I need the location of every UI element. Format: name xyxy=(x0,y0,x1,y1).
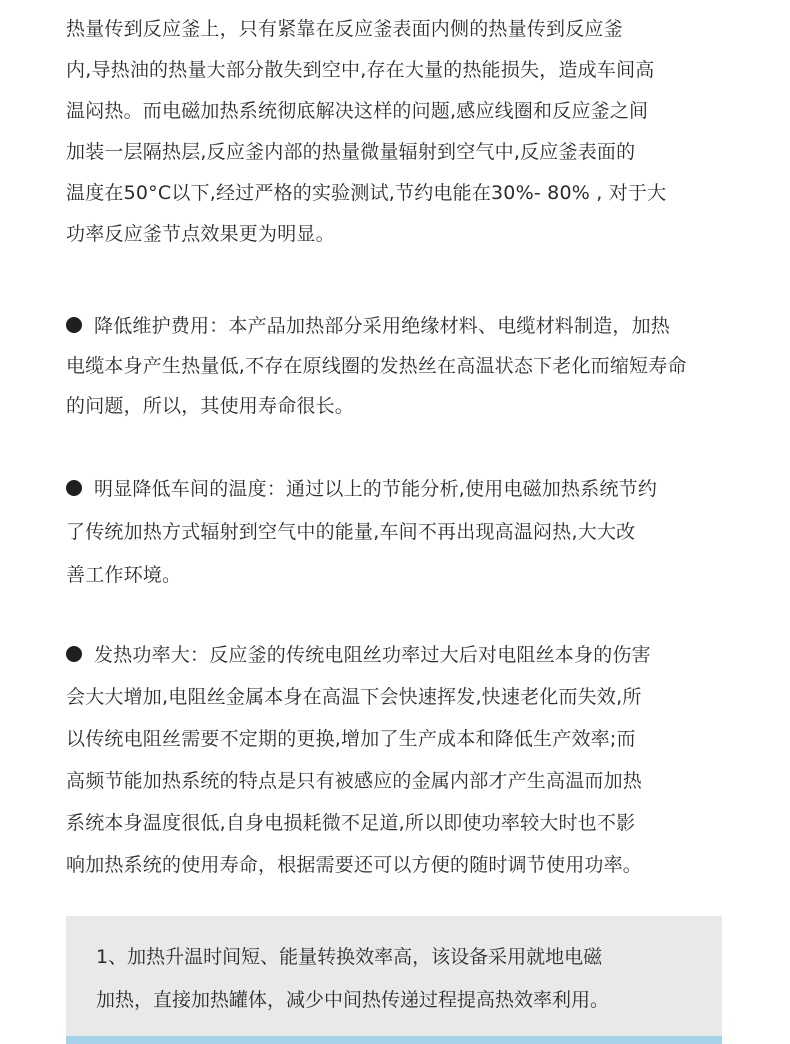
intro-paragraph xyxy=(66,9,730,255)
bullet-dot-icon xyxy=(66,646,82,662)
text-line: 降低维护费用：本产品加热部分采用绝缘材料、电缆材料制造，加热 xyxy=(94,315,671,337)
text-line: 内,导热油的热量大部分散失到空中,存在大量的热能损失，造成车间高 xyxy=(66,59,655,81)
bullet-maintenance-cost xyxy=(66,306,730,426)
text-line: 发热功率大：反应釜的传统电阻丝功率过大后对电阻丝本身的伤害 xyxy=(94,644,651,666)
text-line: 温度在50°C以下,经过严格的实验测试,节约电能在30%- 80% , 对于大 xyxy=(66,182,667,204)
text-line: 温闷热。而电磁加热系统彻底解决这样的问题,感应线圈和反应釜之间 xyxy=(66,100,649,122)
text-line: 加热，直接加热罐体，减少中间热传递过程提高热效率利用。 xyxy=(96,989,610,1011)
text-line: 会大大增加,电阻丝金属本身在高温下会快速挥发,快速老化而失效,所 xyxy=(66,686,642,708)
text-line: 电缆本身产生热量低,不存在原线圈的发热丝在高温状态下老化而缩短寿命 xyxy=(66,355,687,377)
text-line: 1、加热升温时间短、能量转换效率高，该设备采用就地电磁 xyxy=(96,946,603,968)
bullet-workshop-temperature xyxy=(66,468,730,597)
text-line: 明显降低车间的温度：通过以上的节能分析,使用电磁加热系统节约 xyxy=(94,478,658,500)
accent-strip xyxy=(66,1036,722,1044)
bullet-dot-icon xyxy=(66,480,82,496)
text-line: 功率反应釜节点效果更为明显。 xyxy=(66,223,335,245)
bullet-heating-power xyxy=(66,634,730,886)
text-line: 响加热系统的使用寿命，根据需要还可以方便的随时调节使用功率。 xyxy=(66,854,643,876)
text-line: 系统本身温度很低,自身电损耗微不足道,所以即使功率较大时也不影 xyxy=(66,812,636,834)
bullet-dot-icon xyxy=(66,317,82,333)
feature-highlight-box xyxy=(66,916,722,1044)
text-line: 以传统电阻丝需要不定期的更换,增加了生产成本和降低生产效率;而 xyxy=(66,728,636,750)
text-line: 热量传到反应釜上，只有紧靠在反应釜表面内侧的热量传到反应釜 xyxy=(66,18,623,40)
text-line: 善工作环境。 xyxy=(66,564,182,586)
text-line: 加装一层隔热层,反应釜内部的热量微量辐射到空气中,反应釜表面的 xyxy=(66,141,636,163)
text-line: 了传统加热方式辐射到空气中的能量,车间不再出现高温闷热,大大改 xyxy=(66,521,636,543)
text-line: 的问题，所以，其使用寿命很长。 xyxy=(66,395,355,417)
text-line: 高频节能加热系统的特点是只有被感应的金属内部才产生高温而加热 xyxy=(66,770,643,792)
